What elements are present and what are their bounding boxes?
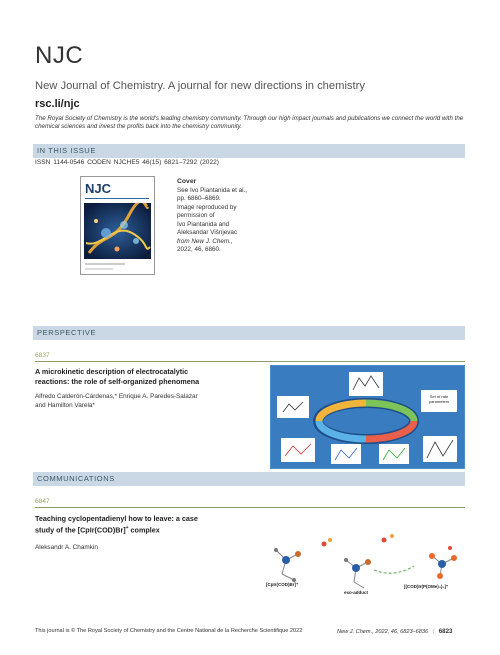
cover-journal-mark: NJC xyxy=(85,181,112,196)
cover-image[interactable] xyxy=(80,176,155,275)
cover-caption-line: pp. 6860–6869. xyxy=(177,195,221,202)
article-title-part: complex xyxy=(128,524,160,534)
article-authors: Aleksandr A. Chamkin xyxy=(35,544,98,551)
cover-caption xyxy=(177,178,287,255)
journal-url[interactable]: rsc.li/njc xyxy=(35,98,80,110)
issn-line: ISSN 1144-0546 CODEN NJCHE5 46(15) 6821–7292 (2022) xyxy=(35,159,220,166)
section-bar-communications xyxy=(33,472,465,486)
cover-caption-line: from New J. Chem., xyxy=(177,237,233,245)
cover-caption-line: Aleksandar Višnjevac xyxy=(177,229,238,236)
article-authors-line: and Hamilton Varela* xyxy=(35,402,95,409)
section-heading: PERSPECTIVE xyxy=(37,328,97,337)
journal-tagline: New Journal of Chemistry. A journal for new directions in chemistry xyxy=(35,80,365,92)
section-heading: IN THIS ISSUE xyxy=(37,146,96,155)
communication-graphical-abstract[interactable] xyxy=(264,520,464,600)
cover-caption-line: permission of xyxy=(177,212,215,219)
article-title-part: study of the [CpIr(COD)Br] xyxy=(35,524,126,534)
cover-caption-line: Image reproduced by xyxy=(177,203,237,211)
section-heading: COMMUNICATIONS xyxy=(37,474,115,483)
cover-caption-title: Cover xyxy=(177,178,197,185)
article-divider xyxy=(35,507,465,508)
intro-text: The Royal Society of Chemistry is the world's leading chemistry community. Through our high impact journals and publications we connect the world with the chemical sciences and invest the profits back into the chemistry community. xyxy=(35,115,464,130)
article-authors xyxy=(35,392,198,410)
footer-citation-text: New J. Chem., 2022, 46, 6823–6836 xyxy=(337,629,429,635)
article-title-line: A microkinetic description of electrocatalytic xyxy=(35,367,189,376)
section-bar-perspective xyxy=(33,326,465,340)
footer-page-number: 6823 xyxy=(438,628,453,635)
article-title-line: reactions: the role of self-organized phenomena xyxy=(35,376,200,386)
cover-caption-line: 2022, 46, 6860. xyxy=(177,246,221,253)
article-title-line: Teaching cyclopentadienyl how to leave: a case xyxy=(35,514,198,523)
cover-caption-line: Ivo Piantanida and xyxy=(177,220,230,228)
section-bar-in-this-issue xyxy=(33,144,465,158)
article-title[interactable] xyxy=(35,514,198,534)
article-divider xyxy=(35,361,465,362)
article-title[interactable] xyxy=(35,367,199,386)
footer-citation: New J. Chem., 2022, 46, 6823–6836 | 6823 xyxy=(337,628,453,635)
article-title-line xyxy=(35,524,198,535)
cover-artwork xyxy=(84,203,151,259)
cover-caption-line: See Ivo Piantanida et al., xyxy=(177,186,248,194)
perspective-graphic-label: Set of rate parameters xyxy=(428,394,450,404)
journal-title: NJC xyxy=(35,42,84,69)
article-page-number: 6837 xyxy=(35,352,50,359)
perspective-graphic-art xyxy=(271,366,464,468)
footer-copyright: This journal is © The Royal Society of Chemistry and the Centre National de la Recherche Scientifique 2022 xyxy=(35,628,303,634)
perspective-graphical-abstract[interactable] xyxy=(270,365,465,469)
graphic-label: [(COD)Ir(P(OMe)₃)₃]⁺ xyxy=(404,584,449,589)
graphic-label: [CpIr(COD)Br]⁺ xyxy=(266,582,299,587)
graphic-label: exo-adduct xyxy=(344,590,369,595)
article-title-superscript: + xyxy=(125,524,129,531)
article-page-number: 6847 xyxy=(35,498,50,505)
article-authors-line: Alfredo Calderón-Cárdenas,* Enrique A. Paredes-Salazar xyxy=(35,393,198,400)
